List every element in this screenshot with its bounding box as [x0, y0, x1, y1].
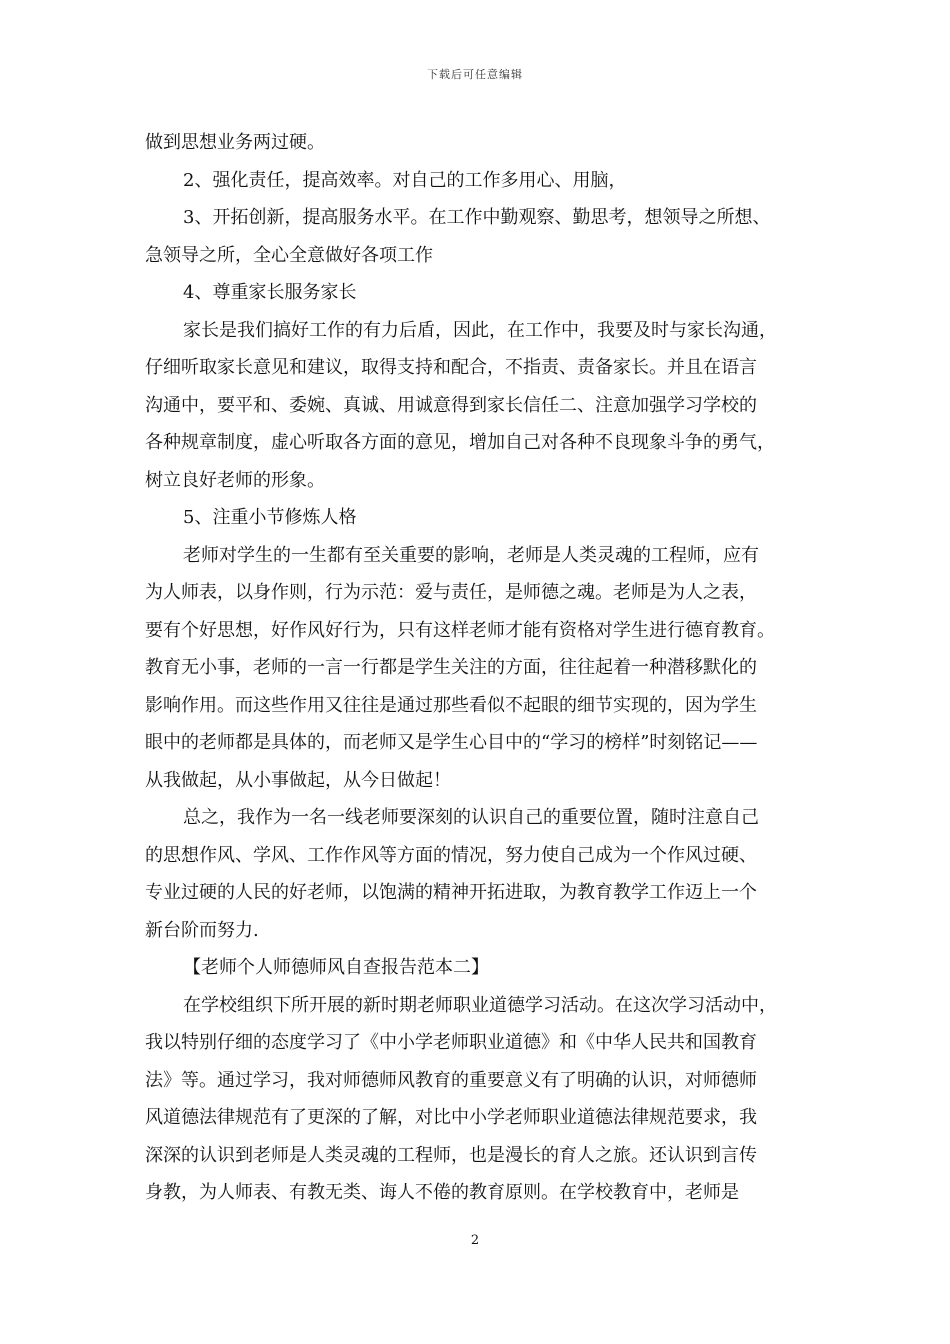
header-note: 下载后可任意编辑 — [427, 68, 523, 81]
text-line: 各种规章制度，虚心听取各方面的意见，增加自己对各种不良现象斗争的勇气， — [145, 432, 775, 453]
text-line: 新台阶而努力. — [145, 919, 259, 941]
text-line: 树立良好老师的形象。 — [145, 469, 325, 491]
text-line: 风道德法律规范有了更深的了解，对比中小学老师职业道德法律规范要求，我 — [145, 1107, 757, 1128]
page-number: 2 — [470, 1233, 480, 1248]
text-line: 为人师表，以身作则，行为示范：爱与责任，是师德之魂。老师是为人之表， — [145, 582, 757, 603]
text-line: 专业过硬的人民的好老师，以饱满的精神开拓进取，为教育教学工作迈上一个 — [145, 882, 757, 903]
text-line: 家长是我们搞好工作的有力后盾，因此，在工作中，我要及时与家长沟通， — [183, 319, 777, 341]
text-line: 要有个好思想，好作风好行为，只有这样老师才能有资格对学生进行德育教育。 — [145, 619, 775, 641]
text-line: 身教，为人师表、有教无类、诲人不倦的教育原则。在学校教育中，老师是 — [145, 1182, 739, 1203]
document-body — [145, 124, 807, 1212]
text-line: 教育无小事，老师的一言一行都是学生关注的方面，往往起着一种潜移默化的 — [145, 657, 757, 678]
text-line: 4、尊重家长服务家长 — [183, 282, 357, 303]
text-line: 仔细听取家长意见和建议，取得支持和配合，不指责、责备家长。并且在语言 — [145, 357, 757, 378]
text-line: 【老师个人师德师风自查报告范本二】 — [183, 957, 489, 978]
text-line: 法》等。通过学习，我对师德师风教育的重要意义有了明确的认识，对师德师 — [145, 1069, 757, 1091]
text-line: 沟通中，要平和、委婉、真诚、用诚意得到家长信任二、注意加强学习学校的 — [145, 394, 757, 416]
text-line: 5、注重小节修炼人格 — [183, 507, 357, 528]
text-line: 2、强化责任，提高效率。对自己的工作多用心、用脑， — [183, 169, 627, 191]
text-line: 影响作用。而这些作用又往往是通过那些看似不起眼的细节实现的，因为学生 — [145, 694, 757, 716]
text-line: 3、开拓创新，提高服务水平。在工作中勤观察、勤思考，想领导之所想、 — [183, 207, 771, 228]
text-line: 我以特别仔细的态度学习了《中小学老师职业道德》和《中华人民共和国教育 — [145, 1032, 757, 1053]
text-line: 老师对学生的一生都有至关重要的影响，老师是人类灵魂的工程师，应有 — [183, 544, 759, 566]
text-line: 的思想作风、学风、工作作风等方面的情况，努力使自己成为一个作风过硬、 — [145, 844, 757, 866]
text-line: 做到思想业务两过硬。 — [145, 132, 325, 153]
text-line: 眼中的老师都是具体的，而老师又是学生心目中的“学习的榜样”时刻铭记—— — [145, 732, 758, 753]
text-line: 深深的认识到老师是人类灵魂的工程师，也是漫长的育人之旅。还认识到言传 — [145, 1144, 757, 1166]
text-line: 从我做起，从小事做起，从今日做起！ — [145, 769, 451, 791]
text-line: 急领导之所，全心全意做好各项工作 — [145, 244, 433, 266]
text-line: 在学校组织下所开展的新时期老师职业道德学习活动。在这次学习活动中， — [183, 994, 777, 1016]
text-line: 总之，我作为一名一线老师要深刻的认识自己的重要位置，随时注意自己 — [183, 807, 759, 828]
